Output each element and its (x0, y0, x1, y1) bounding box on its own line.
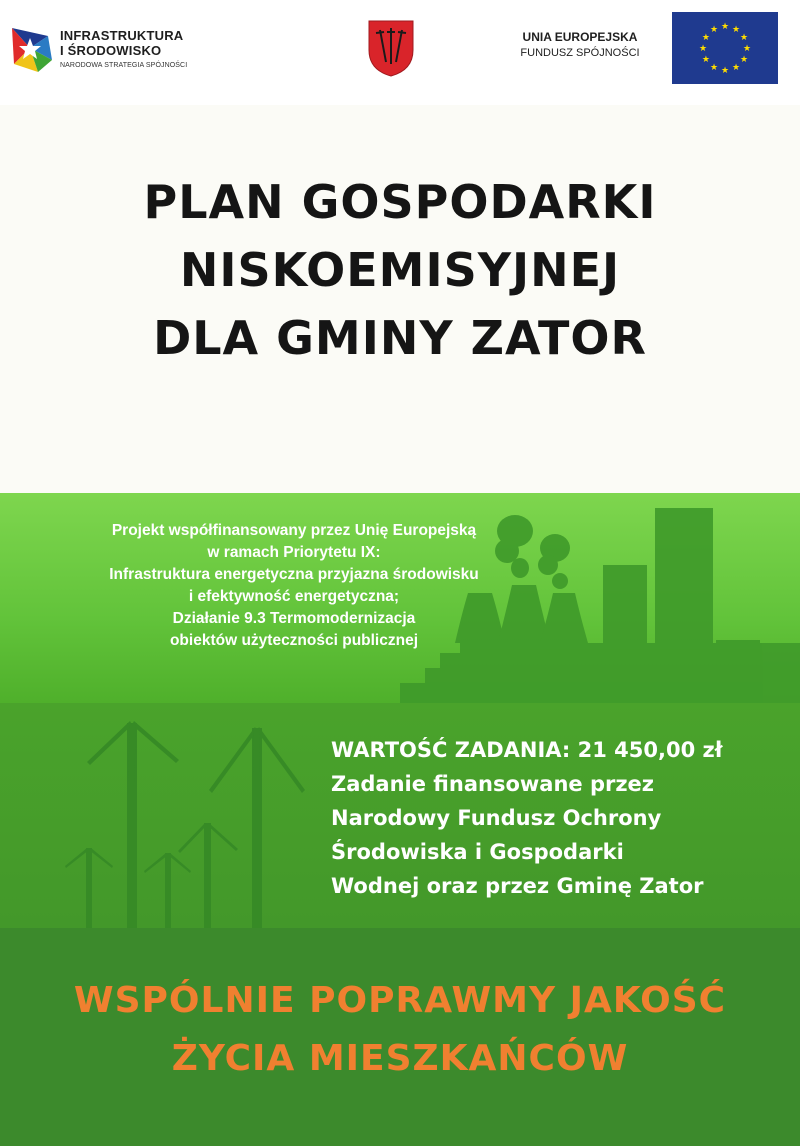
task-line: Wodnej oraz przez Gminę Zator (331, 874, 704, 898)
project-info (14, 520, 574, 652)
eu-line-1: UNIA EUROPEJSKA (522, 30, 638, 44)
logo-line-1: INFRASTRUKTURA (60, 28, 184, 43)
eu-star-icon: ★ (701, 33, 710, 43)
title-line: PLAN GOSPODARKI (143, 175, 657, 229)
eu-star-icon: ★ (709, 63, 719, 74)
task-line: WARTOŚĆ ZADANIA: 21 450,00 zł (331, 738, 723, 762)
project-line: i efektywność energetyczna; (188, 588, 400, 605)
star-logo-icon (8, 24, 54, 74)
slogan (20, 972, 780, 1088)
eu-flag-icon (672, 12, 778, 84)
logo-line-2: I ŚRODOWISKO (60, 43, 162, 58)
eu-star-icon: ★ (731, 63, 741, 74)
eu-star-icon: ★ (731, 24, 741, 35)
task-line: Zadanie finansowane przez (331, 772, 655, 796)
project-line: Infrastruktura energetyczna przyjazna środowisku (109, 566, 479, 583)
slogan-line: WSPÓLNIE POPRAWMY JAKOŚĆ (73, 980, 727, 1021)
eu-star-icon: ★ (720, 22, 730, 32)
page-title (60, 168, 740, 372)
project-line: Działanie 9.3 Termomodernizacja (172, 610, 416, 627)
task-line: Narodowy Fundusz Ochrony (331, 806, 662, 830)
eu-star-icon: ★ (698, 44, 708, 54)
eu-star-icon: ★ (740, 33, 749, 43)
project-line: Projekt współfinansowany przez Unię Europejską (111, 522, 477, 539)
title-line: NISKOEMISYJNEJ (179, 243, 621, 297)
eu-star-icon: ★ (742, 44, 752, 54)
eu-star-icon: ★ (701, 55, 710, 65)
coat-of-arms-icon (366, 18, 416, 78)
title-line: DLA GMINY ZATOR (153, 311, 647, 365)
project-line: w ramach Priorytetu IX: (207, 544, 381, 561)
infrastruktura-logo (8, 22, 208, 82)
logo-subtitle: NARODOWA STRATEGIA SPÓJNOŚCI (60, 62, 188, 69)
eu-text-block (500, 30, 660, 59)
project-line: obiektów użyteczności publicznej (169, 632, 419, 649)
eu-star-icon: ★ (720, 66, 730, 76)
eu-star-icon: ★ (709, 24, 719, 35)
slogan-line: ŻYCIA MIESZKAŃCÓW (171, 1038, 629, 1079)
task-line: Środowiska i Gospodarki (331, 840, 624, 864)
task-value-info (331, 733, 791, 903)
wind-turbines-icon (65, 721, 305, 928)
header-bar (0, 0, 800, 105)
eu-line-2: FUNDUSZ SPÓJNOŚCI (520, 47, 640, 59)
eu-star-icon: ★ (740, 55, 749, 65)
